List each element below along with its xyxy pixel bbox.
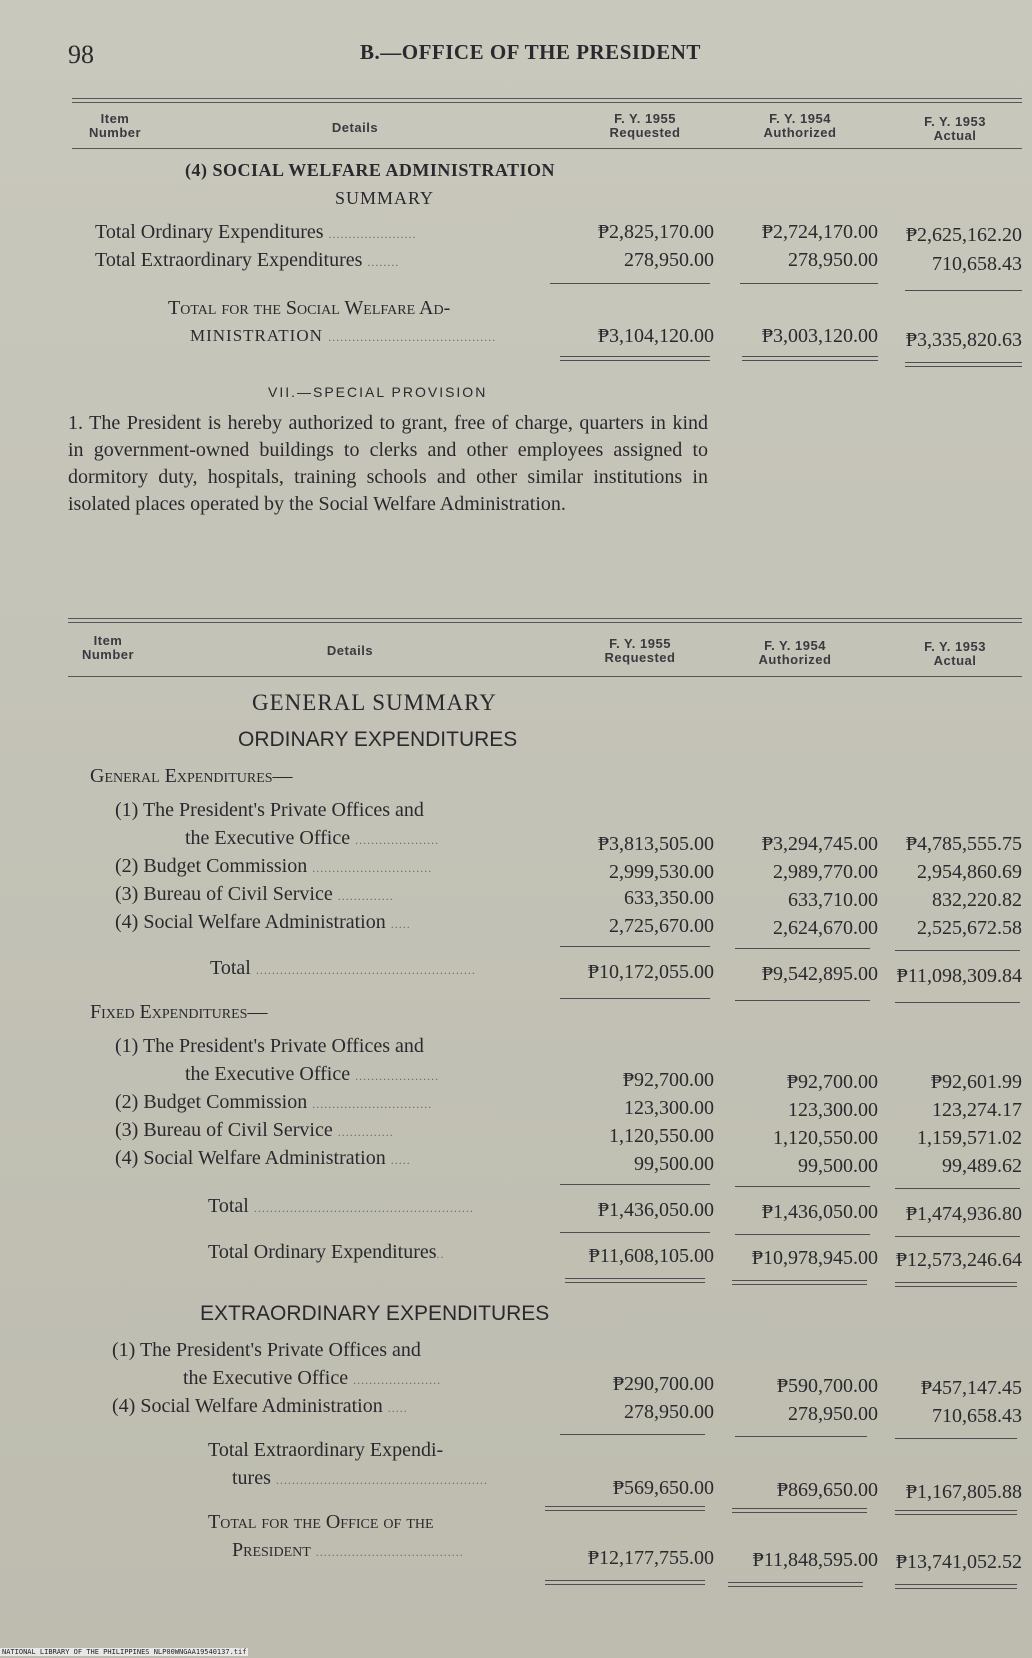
grand-total-label-1: Total for the Office of the — [208, 1511, 434, 1533]
gen-total-label: Total — [210, 957, 251, 979]
gen-row4-label: (4) Social Welfare Administration — [115, 911, 386, 933]
fix-subtotal-rule-2 — [735, 1186, 870, 1187]
swa-total-1954: ₱3,003,120.00 — [761, 325, 878, 347]
ext-row1-label-2-wrap: the Executive Office ...................... — [183, 1367, 442, 1389]
ext-row1-1954: ₱590,700.00 — [776, 1375, 878, 1397]
gen-row3-label: (3) Bureau of Civil Service — [115, 883, 333, 905]
fix-total-1953: ₱1,474,936.80 — [905, 1203, 1022, 1225]
header2-item-line: Item — [93, 633, 123, 648]
total-extra-label-1: Total Extraordinary Expendi- — [208, 1439, 444, 1461]
header-number-line: Number — [88, 125, 142, 140]
header-details: Details — [331, 120, 379, 135]
grand-total-double-rule-1 — [545, 1580, 705, 1585]
total-ordinary-double-rule-3 — [895, 1282, 1017, 1287]
fix-row1-1955: ₱92,700.00 — [622, 1069, 714, 1091]
header2-item-number — [68, 634, 148, 662]
swa-extraordinary-1955: 278,950.00 — [624, 249, 714, 271]
scan-footer-label: NATIONAL LIBRARY OF THE PHILIPPINES NLP00WNGAA19540137.tif — [2, 1648, 247, 1656]
total-ordinary-label-wrap: Total Ordinary Expenditures.. — [208, 1241, 445, 1263]
header-col1-kind: Requested — [609, 125, 681, 140]
gen-row2-1953: 2,954,860.69 — [917, 861, 1022, 883]
gen-row1-1953: ₱4,785,555.75 — [905, 833, 1022, 855]
ext-row2-label-wrap: (4) Social Welfare Administration ..... — [112, 1395, 408, 1417]
fix-row3-1954: 1,120,550.00 — [773, 1127, 878, 1149]
swa-ordinary-1955: ₱2,825,170.00 — [597, 221, 714, 243]
header2-bottom-rule — [68, 676, 1022, 677]
fix-subtotal-rule-3 — [895, 1188, 1020, 1189]
gen-total-rule-2 — [735, 1000, 870, 1001]
swa-row-ordinary-label: Total Ordinary Expenditures ...................... — [95, 221, 417, 243]
fix-row1-label-1: (1) The President's Private Offices and — [115, 1035, 424, 1057]
header2-col-1953 — [895, 640, 1015, 668]
header2-col1-year: F. Y. 1955 — [609, 636, 671, 651]
swa-title: (4) SOCIAL WELFARE ADMINISTRATION — [185, 160, 556, 180]
fix-row1-1954: ₱92,700.00 — [786, 1071, 878, 1093]
fix-total-label: Total — [208, 1195, 249, 1217]
header-col-1954 — [740, 112, 860, 140]
running-title: B.—OFFICE OF THE PRESIDENT — [360, 40, 701, 64]
header2-col3-kind: Actual — [933, 653, 977, 668]
ext-row2-1953: 710,658.43 — [932, 1405, 1022, 1427]
total-ordinary-1954: ₱10,978,945.00 — [751, 1247, 878, 1269]
gen-total-rule-1 — [560, 998, 710, 999]
fixed-expenditures-label: Fixed Expenditures— — [90, 1001, 268, 1023]
header-col3-kind: Actual — [933, 128, 977, 143]
total-ordinary-label: Total Ordinary Expenditures — [208, 1241, 437, 1263]
fix-row2-1953: 123,274.17 — [932, 1099, 1022, 1121]
gen-row2-1955: 2,999,530.00 — [609, 861, 714, 883]
total-extra-1954: ₱869,650.00 — [776, 1479, 878, 1501]
header-top-rule — [72, 98, 1022, 99]
swa-row-label: Total Ordinary Expenditures — [95, 221, 324, 243]
header-col3-year: F. Y. 1953 — [924, 114, 986, 129]
header2-col-1955 — [575, 637, 705, 665]
fix-row1-label-2-wrap: the Executive Office ..................... — [185, 1063, 440, 1085]
swa-subtotal-rule-1 — [550, 283, 710, 284]
gen-total-1953: ₱11,098,309.84 — [896, 965, 1022, 987]
ext-row2-1955: 278,950.00 — [624, 1401, 714, 1423]
header-bottom-rule — [72, 148, 1022, 149]
gen-total-1955: ₱10,172,055.00 — [587, 961, 714, 983]
gen-total-label-wrap: Total ....................................................... — [210, 957, 476, 979]
fix-total-rule-2 — [735, 1234, 870, 1235]
swa-ordinary-1954: ₱2,724,170.00 — [761, 221, 878, 243]
total-extra-label-2-wrap: tures ..................................................... — [232, 1467, 488, 1489]
swa-total-1953: ₱3,335,820.63 — [905, 329, 1022, 351]
general-expenditures-label: General Expenditures— — [90, 765, 293, 787]
fix-row3-label-wrap: (3) Bureau of Civil Service .............. — [115, 1119, 394, 1141]
total-extra-1955: ₱569,650.00 — [612, 1477, 714, 1499]
gen-row4-1954: 2,624,670.00 — [773, 917, 878, 939]
grand-total-1954: ₱11,848,595.00 — [752, 1549, 878, 1571]
grand-total-label-2-wrap: President ..................................... — [232, 1539, 464, 1561]
fix-total-rule-3 — [895, 1236, 1020, 1237]
ext-row2-label: (4) Social Welfare Administration — [112, 1395, 383, 1417]
gen-row1-label-2: the Executive Office — [185, 827, 351, 849]
total-ordinary-double-rule-2 — [732, 1280, 867, 1285]
extraordinary-expenditures-title: EXTRAORDINARY EXPENDITURES — [200, 1302, 550, 1325]
swa-ordinary-1953: ₱2,625,162.20 — [905, 224, 1022, 246]
header-col-1955 — [580, 112, 710, 140]
swa-subtotal-rule-3 — [905, 290, 1022, 291]
gen-row4-label-wrap: (4) Social Welfare Administration ..... — [115, 911, 411, 933]
header2-number-line: Number — [81, 647, 135, 662]
grand-total-1955: ₱12,177,755.00 — [587, 1547, 714, 1569]
header-top-rule-2 — [72, 102, 1022, 103]
swa-extraordinary-1953: 710,658.43 — [932, 253, 1022, 275]
gen-subtotal-rule-2 — [735, 948, 870, 949]
ext-row1-1955: ₱290,700.00 — [612, 1373, 714, 1395]
grand-total-label-2: President — [232, 1539, 311, 1561]
fix-row1-label-2: the Executive Office — [185, 1063, 351, 1085]
gen-subtotal-rule-1 — [560, 946, 710, 947]
swa-subtotal-rule-2 — [740, 283, 878, 284]
gen-row1-1954: ₱3,294,745.00 — [761, 833, 878, 855]
fix-subtotal-rule-1 — [560, 1184, 710, 1185]
ext-subtotal-rule-2 — [735, 1436, 867, 1437]
fix-row3-label: (3) Bureau of Civil Service — [115, 1119, 333, 1141]
gen-row2-label: (2) Budget Commission — [115, 855, 308, 877]
header-col-1953 — [895, 115, 1015, 143]
swa-extraordinary-1954: 278,950.00 — [788, 249, 878, 271]
gen-total-1954: ₱9,542,895.00 — [761, 963, 878, 985]
total-extra-label-2: tures — [232, 1467, 271, 1489]
special-provision-text: 1. The President is hereby authorized to grant, free of charge, quarters in kind in government-owned buildings to clerks and other employees assigned to dormitory duty, hospitals, training schools and other similar institutions in isolated places operated by the Social Welfare Administration. — [68, 412, 708, 515]
header2-col2-kind: Authorized — [758, 652, 832, 667]
swa-total-double-rule-1 — [560, 356, 710, 361]
gen-row1-1955: ₱3,813,505.00 — [597, 833, 714, 855]
fix-total-1954: ₱1,436,050.00 — [761, 1201, 878, 1223]
grand-total-double-rule-3 — [895, 1584, 1017, 1589]
header-item-number — [75, 112, 155, 140]
swa-row-label: Total Extraordinary Expenditures — [95, 249, 363, 271]
fix-total-rule-1 — [560, 1232, 710, 1233]
total-extra-double-rule-3 — [895, 1510, 1017, 1515]
fix-row1-1953: ₱92,601.99 — [930, 1071, 1022, 1093]
ext-row1-1953: ₱457,147.45 — [920, 1377, 1022, 1399]
gen-row2-label-wrap: (2) Budget Commission .............................. — [115, 855, 433, 877]
header2-top-rule — [68, 618, 1022, 619]
header-col2-kind: Authorized — [763, 125, 837, 140]
header-col1-year: F. Y. 1955 — [614, 111, 676, 126]
gen-row3-1953: 832,220.82 — [932, 889, 1022, 911]
special-provision-title: VII.—SPECIAL PROVISION — [268, 384, 488, 400]
total-ordinary-double-rule-1 — [565, 1278, 705, 1283]
swa-total-label-2: MINISTRATION — [190, 326, 323, 345]
page-number: 98 — [68, 40, 94, 69]
header2-details: Details — [326, 643, 374, 658]
ext-row1-label-2: the Executive Office — [183, 1367, 349, 1389]
header2-col2-year: F. Y. 1954 — [764, 638, 826, 653]
header-col2-year: F. Y. 1954 — [769, 111, 831, 126]
total-ordinary-1953: ₱12,573,246.64 — [895, 1249, 1022, 1271]
general-summary-title: GENERAL SUMMARY — [252, 690, 497, 715]
gen-row3-label-wrap: (3) Bureau of Civil Service .............. — [115, 883, 394, 905]
gen-row4-1955: 2,725,670.00 — [609, 915, 714, 937]
header2-col-1954 — [735, 639, 855, 667]
swa-row-extraordinary-label: Total Extraordinary Expenditures ........ — [95, 249, 400, 271]
gen-row3-1954: 633,710.00 — [788, 889, 878, 911]
grand-total-1953: ₱13,741,052.52 — [895, 1551, 1022, 1573]
fix-row3-1953: 1,159,571.02 — [917, 1127, 1022, 1149]
swa-total-double-rule-2 — [742, 356, 878, 361]
fix-row2-label-wrap: (2) Budget Commission .............................. — [115, 1091, 433, 1113]
fix-row2-1954: 123,300.00 — [788, 1099, 878, 1121]
ordinary-expenditures-title: ORDINARY EXPENDITURES — [238, 728, 518, 751]
total-extra-double-rule-1 — [545, 1506, 705, 1511]
grand-total-double-rule-2 — [728, 1582, 863, 1587]
swa-total-1955: ₱3,104,120.00 — [597, 325, 714, 347]
total-extra-double-rule-2 — [732, 1508, 867, 1513]
gen-row2-1954: 2,989,770.00 — [773, 861, 878, 883]
gen-subtotal-rule-3 — [895, 950, 1020, 951]
ext-subtotal-rule-1 — [560, 1434, 705, 1435]
fix-row2-1955: 123,300.00 — [624, 1097, 714, 1119]
total-extra-1953: ₱1,167,805.88 — [905, 1481, 1022, 1503]
fix-row3-1955: 1,120,550.00 — [609, 1125, 714, 1147]
gen-row1-label-2-wrap: the Executive Office ..................... — [185, 827, 440, 849]
swa-total-label-1: Total for the Social Welfare Ad- — [168, 297, 451, 319]
header-item-line: Item — [100, 111, 130, 126]
header2-col3-year: F. Y. 1953 — [924, 639, 986, 654]
header2-col1-kind: Requested — [604, 650, 676, 665]
swa-total-label-2-wrap: MINISTRATION .......................................... — [190, 326, 497, 345]
fix-total-1955: ₱1,436,050.00 — [597, 1199, 714, 1221]
ext-subtotal-rule-3 — [895, 1438, 1017, 1439]
fix-total-label-wrap: Total ....................................................... — [208, 1195, 474, 1217]
ext-row1-label-1: (1) The President's Private Offices and — [112, 1339, 421, 1361]
header2-top-rule-2 — [68, 622, 1022, 623]
gen-row1-label-1: (1) The President's Private Offices and — [115, 799, 424, 821]
fix-row4-label: (4) Social Welfare Administration — [115, 1147, 386, 1169]
ext-row2-1954: 278,950.00 — [788, 1403, 878, 1425]
gen-row4-1953: 2,525,672.58 — [917, 917, 1022, 939]
gen-total-rule-3 — [895, 1002, 1020, 1003]
swa-summary-label: SUMMARY — [335, 188, 435, 208]
fix-row2-label: (2) Budget Commission — [115, 1091, 308, 1113]
fix-row4-1954: 99,500.00 — [798, 1155, 878, 1177]
fix-row4-1955: 99,500.00 — [634, 1153, 714, 1175]
fix-row4-label-wrap: (4) Social Welfare Administration ..... — [115, 1147, 411, 1169]
total-ordinary-1955: ₱11,608,105.00 — [588, 1245, 714, 1267]
gen-row3-1955: 633,350.00 — [624, 887, 714, 909]
swa-total-double-rule-3 — [905, 362, 1022, 367]
fix-row4-1953: 99,489.62 — [942, 1155, 1022, 1177]
